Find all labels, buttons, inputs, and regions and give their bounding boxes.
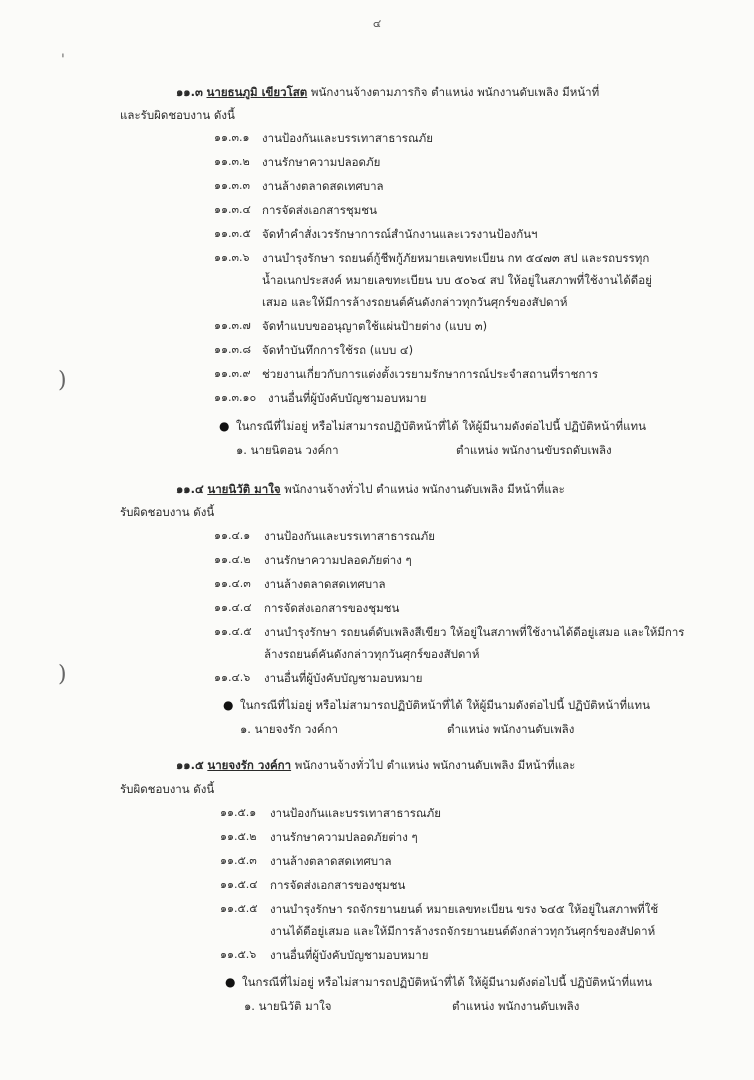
item-text: งานป้องกันและบรรเทาสาธารณภัย [270,806,441,820]
item-text: งานอื่นที่ผู้บังคับบัญชามอบหมาย [264,671,423,685]
bullet-icon: ● [225,975,236,989]
item-text: งานรักษาความปลอดภัยต่าง ๆ [264,553,412,567]
staff-role: พนักงานจ้างทั่วไป ตำแหน่ง พนักงานดับเพลิง มีหน้าที่และ [294,758,576,772]
page-number: ๔ [372,17,382,30]
item-number: ๑๑.๕.๓ [220,854,257,867]
item-text-cont: เสมอ และให้มีการล้างรถยนต์คันดังกล่าวทุกวันศุกร์ของสัปดาห์ [262,295,568,309]
item-text: งานล้างตลาดสดเทศบาล [264,577,386,591]
section-continuation: และรับผิดชอบงาน ดังนี้ [120,108,235,122]
scan-mark: ' [61,52,65,68]
item-number: ๑๑.๕.๑ [220,806,257,819]
item-number: ๑๑.๓.๘ [214,343,251,356]
item-number: ๑๑.๔.๔ [214,601,252,614]
substitute-role: ตำแหน่ง พนักงานขับรถดับเพลิง [456,443,612,457]
item-text-cont: ล้างรถยนต์คันดังกล่าวทุกวันศุกร์ของสัปดาห์ [264,647,480,661]
item-number: ๑๑.๔.๕ [214,625,252,638]
item-text: งานป้องกันและบรรเทาสาธารณภัย [264,529,435,543]
item-number: ๑๑.๕.๕ [220,902,258,915]
item-text: จัดทำคำสั่งเวรรักษาการณ์สำนักงานและเวรงานป้องกันฯ [262,227,538,241]
item-number: ๑๑.๔.๖ [214,671,251,684]
substitute-role: ตำแหน่ง พนักงานดับเพลิง [452,999,580,1013]
item-text: งานรักษาความปลอดภัยต่าง ๆ [270,830,418,844]
item-number: ๑๑.๕.๔ [220,878,258,891]
section-continuation: รับผิดชอบงาน ดังนี้ [120,782,215,796]
item-number: ๑๑.๓.๑๐ [214,391,257,404]
substitute-role: ตำแหน่ง พนักงานดับเพลิง [447,722,575,736]
section-number: ๑๑.๓ [176,85,203,99]
item-text: งานอื่นที่ผู้บังคับบัญชามอบหมาย [268,391,427,405]
substitute-note: ในกรณีที่ไม่อยู่ หรือไม่สามารถปฏิบัติหน้าที่ได้ ให้ผู้มีนามดังต่อไปนี้ ปฏิบัติหน้าที่แทน [242,975,652,989]
item-number: ๑๑.๕.๖ [220,948,257,961]
substitute-note: ในกรณีที่ไม่อยู่ หรือไม่สามารถปฏิบัติหน้าที่ได้ ให้ผู้มีนามดังต่อไปนี้ ปฏิบัติหน้าที่แทน [240,698,650,712]
substitute-name: ๑. นายนิตอน วงค์กา [236,443,339,457]
staff-role: พนักงานจ้างทั่วไป ตำแหน่ง พนักงานดับเพลิง มีหน้าที่และ [284,482,565,496]
staff-name: นายจงรัก วงค์กา [207,758,292,772]
item-text: งานอื่นที่ผู้บังคับบัญชามอบหมาย [270,948,429,962]
item-number: ๑๑.๓.๙ [214,367,251,380]
item-text: งานล้างตลาดสดเทศบาล [270,854,392,868]
item-number: ๑๑.๔.๒ [214,553,251,566]
item-text: ช่วยงานเกี่ยวกับการแต่งตั้งเวรยามรักษาการณ์ประจำสถานที่ราชการ [262,367,599,381]
section-number: ๑๑.๔ [176,482,204,496]
item-number: ๑๑.๓.๗ [214,319,251,332]
item-text: งานป้องกันและบรรเทาสาธารณภัย [262,131,433,145]
item-number: ๑๑.๔.๑ [214,529,251,542]
section-heading [176,758,575,772]
item-text: งานล้างตลาดสดเทศบาล [262,179,384,193]
item-text: จัดทำบันทึกการใช้รถ (แบบ ๔) [262,343,414,357]
item-text: งานบำรุงรักษา รถยนต์ดับเพลิงสีเขียว ให้อยู่ในสภาพที่ใช้งานได้ดีอยู่เสมอ และให้มีการ [264,625,685,639]
item-text: งานรักษาความปลอดภัย [262,155,381,169]
item-number: ๑๑.๓.๔ [214,203,251,216]
item-number: ๑๑.๔.๓ [214,577,251,590]
item-text: การจัดส่งเอกสารชุมชน [262,203,377,217]
item-text: การจัดส่งเอกสารของชุมชน [270,878,406,892]
item-number: ๑๑.๕.๒ [220,830,257,843]
section-number: ๑๑.๕ [176,758,204,772]
section-continuation: รับผิดชอบงาน ดังนี้ [120,505,215,519]
item-text: จัดทำแบบขออนุญาตใช้แผ่นป้ายต่าง (แบบ ๓) [262,319,488,333]
item-number: ๑๑.๓.๒ [214,155,250,168]
item-number: ๑๑.๓.๕ [214,227,251,240]
bullet-icon: ● [219,419,230,433]
item-text-cont: งานได้ดีอยู่เสมอ และให้มีการล้างรถจักรยานยนต์ดังกล่าวทุกวันศุกร์ของสัปดาห์ [270,924,656,938]
item-text: การจัดส่งเอกสารของชุมชน [264,601,400,615]
substitute-name: ๑. นายจงรัก วงค์กา [240,722,339,736]
substitute-note: ในกรณีที่ไม่อยู่ หรือไม่สามารถปฏิบัติหน้าที่ได้ ให้ผู้มีนามดังต่อไปนี้ ปฏิบัติหน้าที่แทน [236,419,646,433]
item-number: ๑๑.๓.๑ [214,131,250,144]
item-number: ๑๑.๓.๓ [214,179,250,192]
item-text-cont: น้ำอเนกประสงค์ หมายเลขทะเบียน บบ ๕๐๖๔ สป ให้อยู่ในสภาพที่ใช้งานได้ดีอยู่ [262,273,652,287]
item-text: งานบำรุงรักษา รถยนต์กู้ชีพกู้ภัยหมายเลขทะเบียน กท ๕๔๗๓ สป และรถบรรทุก [262,251,650,265]
section-heading [176,482,565,496]
item-number: ๑๑.๓.๖ [214,251,250,264]
bullet-icon: ● [223,698,234,712]
section-heading [176,85,599,99]
staff-name: นายธนภูมิ เขียวโสต [206,85,308,99]
substitute-name: ๑. นายนิวัติ มาใจ [244,999,332,1013]
staff-name: นายนิวัติ มาใจ [207,482,281,496]
staff-role: พนักงานจ้างตามภารกิจ ตำแหน่ง พนักงานดับเพลิง มีหน้าที่ [310,85,600,99]
item-text: งานบำรุงรักษา รถจักรยานยนต์ หมายเลขทะเบียน ขรง ๖๔๕ ให้อยู่ในสภาพที่ใช้ [270,902,659,916]
punch-hole-mark: ) [58,662,67,687]
punch-hole-mark: ) [58,368,67,393]
